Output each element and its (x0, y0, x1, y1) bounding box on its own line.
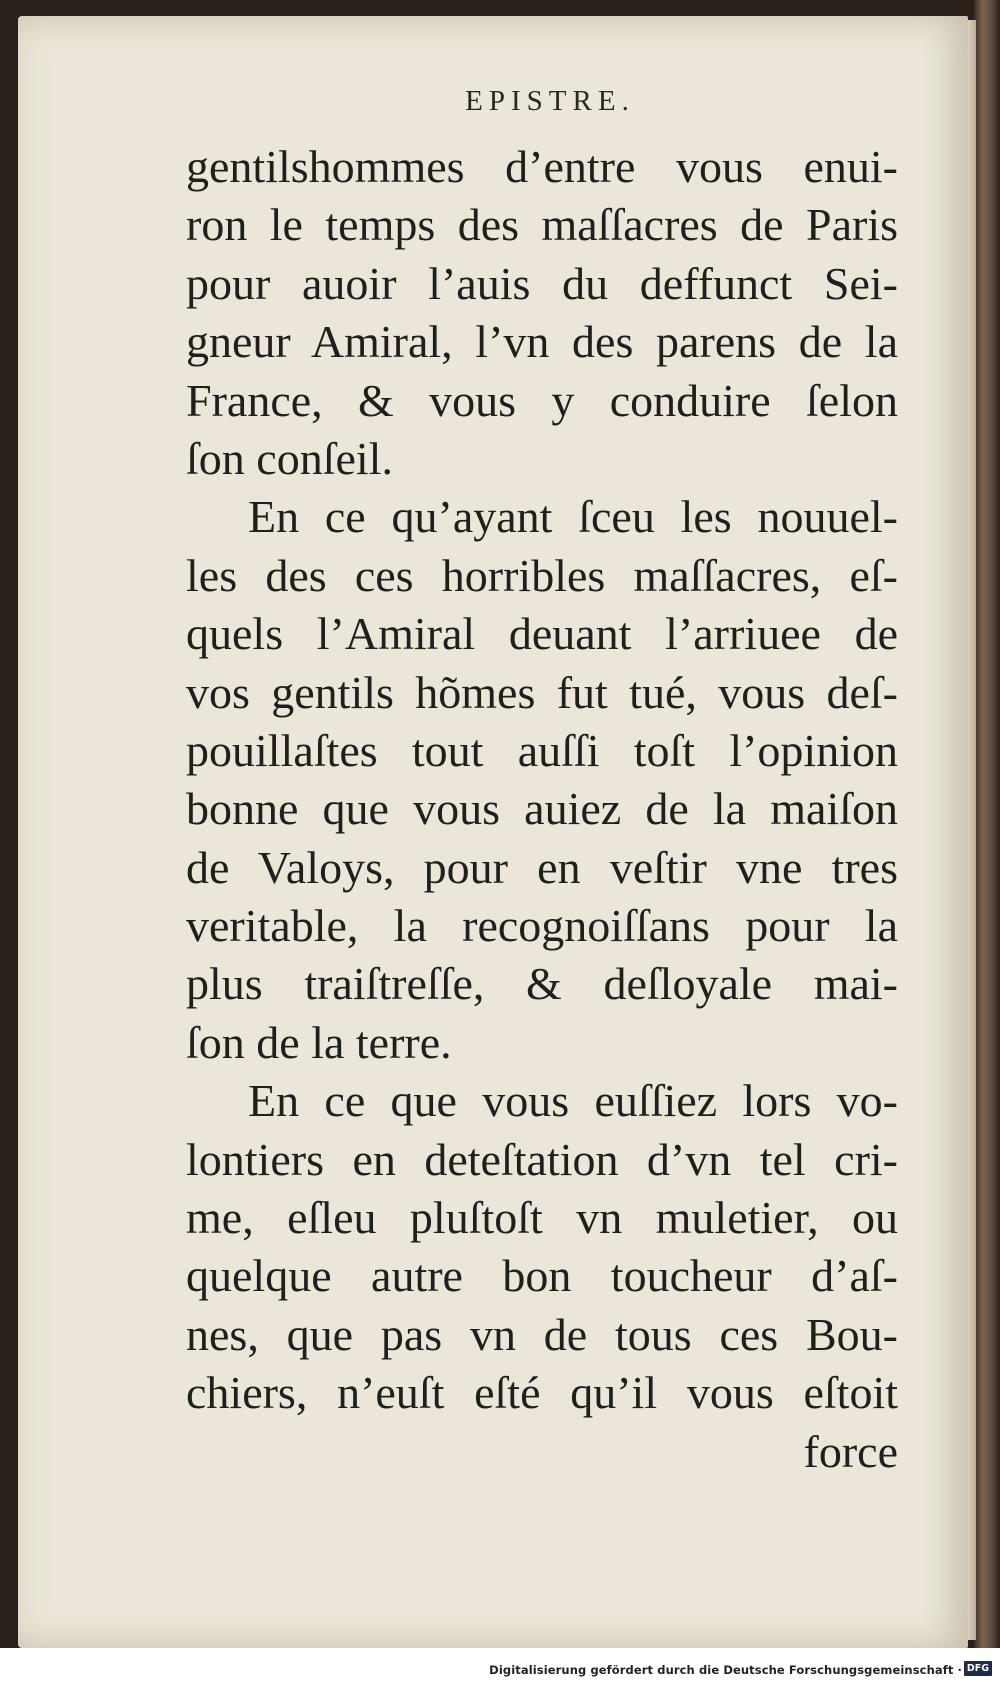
text-line: ſon de la terre. (186, 1016, 452, 1068)
book-spine (974, 0, 1000, 1681)
text-line: gentilshommes d’entre vous enui- (186, 141, 898, 192)
text-line: pouillaſtes tout auſſi toſt l’opinion (186, 724, 898, 776)
page-text (186, 138, 898, 1481)
text-line: pour auoir l’auis du deffunct Sei- (186, 257, 898, 309)
page-edge (968, 20, 976, 1640)
text-line: gneur Amiral, l’vn des parens de la (186, 316, 898, 368)
text-line: ron le temps des maſſacres de Paris (186, 199, 898, 251)
running-header: EPISTRE. (465, 85, 635, 117)
catchword: force (803, 1425, 898, 1477)
dfg-logo: DFG (964, 1661, 992, 1676)
text-line: ſon conſeil. (186, 432, 393, 484)
text-line: quels l’Amiral deuant l’arriuee de (186, 608, 898, 660)
text-line: bonne que vous auiez de la maiſon (186, 783, 898, 835)
text-line: En ce que vous euſſiez lors vo- (248, 1075, 898, 1127)
text-line: lontiers en deteſtation d’vn tel cri- (186, 1133, 898, 1185)
text-line: nes, que pas vn de tous ces Bou- (186, 1308, 898, 1360)
text-line: vos gentils hõmes fut tué, vous deſ- (186, 666, 898, 718)
text-line: plus traiſtreſſe, & deſloyale mai- (186, 958, 898, 1010)
text-line: veritable, la recognoiſſans pour la (186, 900, 898, 952)
text-line: France, & vous y conduire ſelon (186, 374, 898, 426)
digitization-credit: Digitalisierung gefördert durch die Deutsche Forschungsgemeinschaft · (489, 1663, 962, 1677)
text-line: chiers, n’euſt eſté qu’il vous eſtoit (186, 1367, 898, 1419)
text-line: les des ces horribles maſſacres, eſ- (186, 549, 898, 601)
text-line: de Valoys, pour en veſtir vne tres (186, 841, 898, 893)
text-line: quelque autre bon toucheur d’aſ- (186, 1250, 898, 1302)
text-line: me, eſleu pluſtoſt vn muletier, ou (186, 1192, 898, 1244)
text-line: En ce qu’ayant ſceu les nouuel- (248, 491, 898, 543)
